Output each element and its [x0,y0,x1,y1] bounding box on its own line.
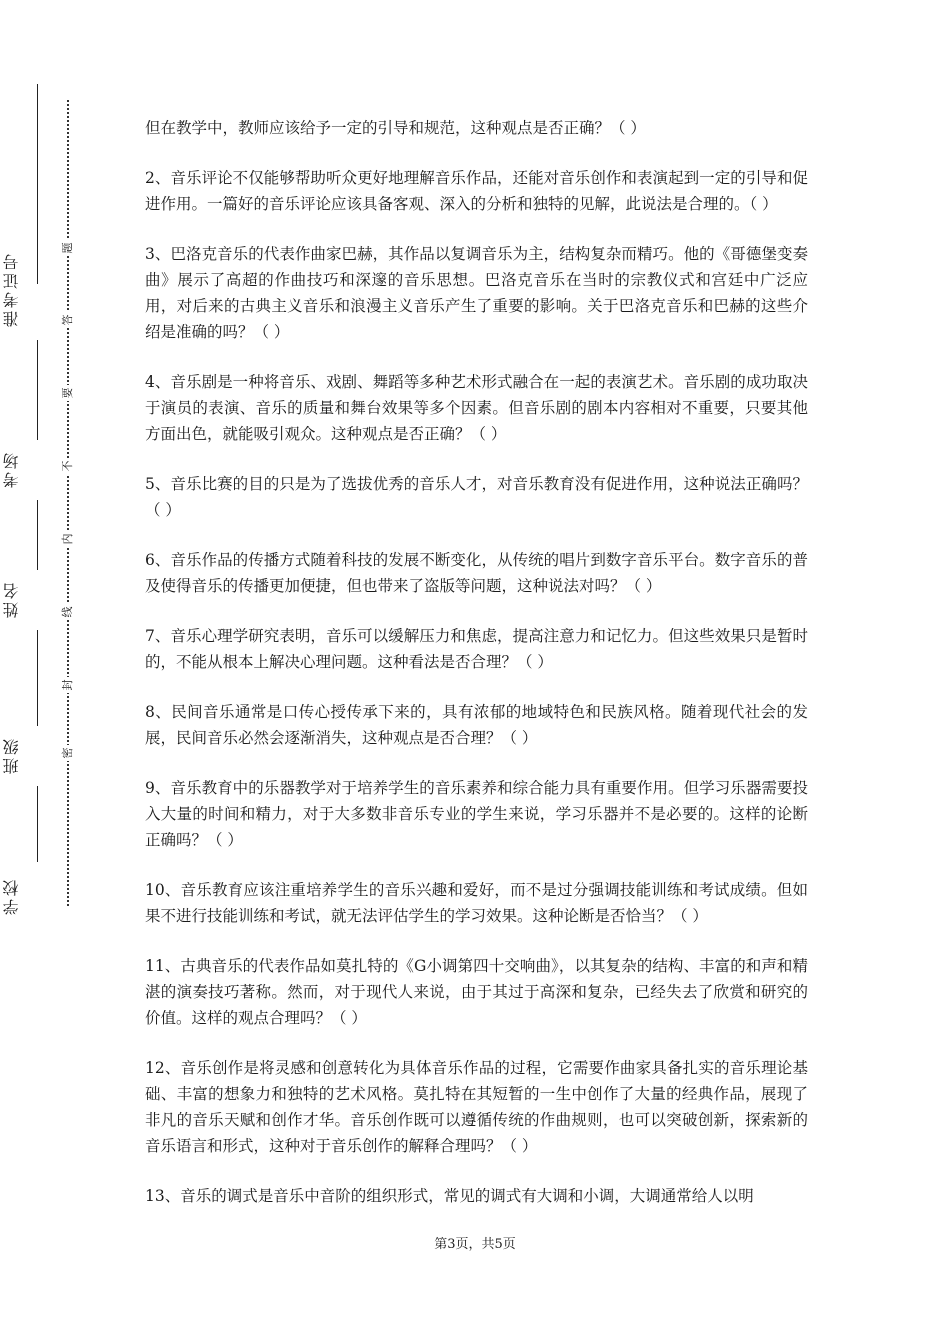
question-4: 4、音乐剧是一种将音乐、戏剧、舞蹈等多种艺术形式融合在一起的表演艺术。音乐剧的成功取决于演员的表演、音乐的质量和舞台效果等多个因素。但音乐剧的剧本内容相对不重要，只要其他方面出色，就能吸引观众。这种观点是否正确？（ ） [145,373,808,443]
binding-label-exam-id: 准考证号 [2,251,21,327]
seal-char: 要 [60,385,76,401]
binding-label-school: 学校 [2,877,21,915]
question-7: 7、音乐心理学研究表明，音乐可以缓解压力和焦虑，提高注意力和记忆力。但这些效果只是暂时的，不能从根本上解决心理问题。这种看法是否合理？（ ） [145,627,808,671]
binding-label-exam-room: 考场 [2,450,21,488]
question-13: 13、音乐的调式是音乐中音阶的组织形式，常见的调式有大调和小调，大调通常给人以明 [145,1187,754,1205]
binding-line-school [37,786,38,862]
binding-line-exam-id [37,84,38,284]
question-5: 5、音乐比赛的目的只是为了选拔优秀的音乐人才，对音乐教育没有促进作用，这种说法正确吗？（ ） [145,475,808,519]
question-11: 11、古典音乐的代表作品如莫扎特的《G小调第四十交响曲》，以其复杂的结构、丰富的和声和精湛的演奏技巧著称。然而，对于现代人来说，由于其过于高深和复杂，已经失去了欣赏和研究的价值。这样的观点合理吗？（ ） [145,957,808,1027]
seal-char: 密 [60,745,76,761]
seal-char: 线 [60,604,76,620]
question-8: 8、民间音乐通常是口传心授传承下来的，具有浓郁的地域特色和民族风格。随着现代社会的发展，民间音乐必然会逐渐消失，这种观点是否合理？（ ） [145,703,808,747]
question-6: 6、音乐作品的传播方式随着科技的发展不断变化，从传统的唱片到数字音乐平台。数字音乐的普及使得音乐的传播更加便捷，但也带来了盗版等问题，这种说法对吗？（ ） [145,551,808,595]
question-list [145,115,808,1233]
binding-line-name [37,500,38,570]
question-9: 9、音乐教育中的乐器教学对于培养学生的音乐素养和综合能力具有重要作用。但学习乐器需要投入大量的时间和精力，对于大多数非音乐专业的学生来说，学习乐器并不是必要的。这样的论断正确吗？（ ） [145,779,808,849]
seal-char: 答 [60,312,76,328]
page-number: 第3页，共5页 [434,1237,516,1252]
seal-char: 题 [60,240,76,256]
binding-label-name: 姓名 [2,580,21,618]
binding-line-exam-room [37,340,38,440]
seal-dotted-line [67,100,69,906]
seal-char: 不 [60,458,76,474]
question-10: 10、音乐教育应该注重培养学生的音乐兴趣和爱好，而不是过分强调技能训练和考试成绩。但如果不进行技能训练和考试，就无法评估学生的学习效果。这种论断是否恰当？（ ） [145,881,808,925]
question-1-continued: 但在教学中，教师应该给予一定的引导和规范，这种观点是否正确？（ ） [145,119,646,137]
seal-char: 内 [60,531,76,547]
question-12: 12、音乐创作是将灵感和创意转化为具体音乐作品的过程，它需要作曲家具备扎实的音乐理论基础、丰富的想象力和独特的艺术风格。莫扎特在其短暂的一生中创作了大量的经典作品，展现了非凡的音乐天赋和创作才华。音乐创作既可以遵循传统的作曲规则，也可以突破创新，探索新的音乐语言和形式，这种对于音乐创作的解释合理吗？（ ） [145,1059,808,1155]
binding-label-class: 班级 [2,736,21,774]
binding-line-class [37,630,38,726]
seal-char: 封 [60,677,76,693]
question-3: 3、巴洛克音乐的代表作曲家巴赫，其作品以复调音乐为主，结构复杂而精巧。他的《哥德堡变奏曲》展示了高超的作曲技巧和深邃的音乐思想。巴洛克音乐在当时的宗教仪式和宫廷中广泛应用，对后来的古典主义音乐和浪漫主义音乐产生了重要的影响。关于巴洛克音乐和巴赫的这些介绍是准确的吗？（ ） [145,245,808,341]
question-2: 2、音乐评论不仅能够帮助听众更好地理解音乐作品，还能对音乐创作和表演起到一定的引导和促进作用。一篇好的音乐评论应该具备客观、深入的分析和独特的见解，此说法是合理的。（ ） [145,169,808,213]
